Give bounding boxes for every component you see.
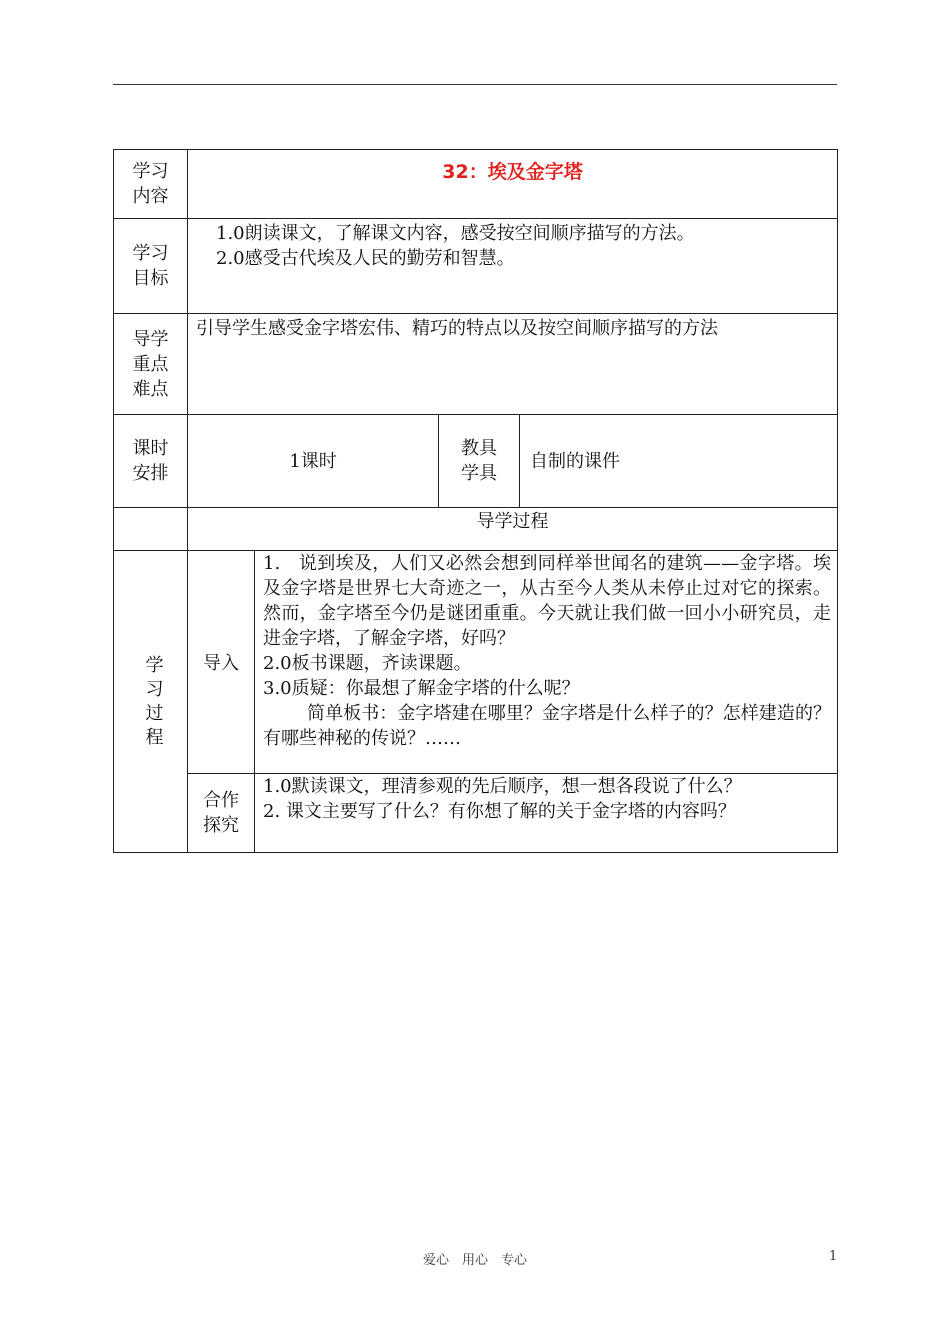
- time-label: [114, 415, 188, 508]
- goal-item-2: 2.0感受古代埃及人民的勤劳和智慧。: [216, 248, 515, 269]
- lesson-title: 32：埃及金字塔: [188, 150, 838, 219]
- process-label-char: 过: [145, 702, 164, 724]
- focus-label-line-3: 难点: [132, 378, 169, 400]
- coop-label: [188, 774, 255, 853]
- tools-label-line-1: 教具: [461, 438, 497, 459]
- lesson-plan-table: [113, 149, 838, 853]
- coop-label-line-2: 探究: [203, 815, 239, 836]
- process-label-char: 习: [145, 678, 164, 700]
- content-label-line-2: 内容: [132, 186, 169, 207]
- goal-item-1: 1.0朗读课文，了解课文内容，感受按空间顺序描写的方法。: [216, 223, 695, 244]
- coop-label-line-1: 合作: [203, 790, 239, 811]
- coop-item-2: 2. 课文主要写了什么？有你想了解的关于金字塔的内容吗？: [263, 801, 736, 822]
- content-row: [114, 150, 838, 219]
- coop-item-1: 1.0默读课文，理清参观的先后顺序，想一想各段说了什么？: [263, 776, 742, 797]
- time-value: 1课时: [188, 415, 439, 508]
- intro-step-2: 2.0板书课题，齐读课题。: [263, 653, 472, 674]
- page-number: 1: [829, 1249, 838, 1264]
- intro-content: [255, 551, 838, 774]
- time-label-line-1: 课时: [132, 438, 169, 459]
- focus-text: 引导学生感受金字塔宏伟、精巧的特点以及按空间顺序描写的方法: [188, 314, 838, 415]
- intro-label: 导入: [188, 551, 255, 774]
- intro-paragraph: 1. 说到埃及，人们又必然会想到同样举世闻名的建筑——金字塔。埃及金字塔是世界七大奇迹之一，从古至今人类从未停止过对它的探索。然而，金字塔至今仍是谜团重重。今天就让我们做一回小小研究员，走进金字塔，了解金字塔，好吗？: [263, 553, 832, 649]
- process-label: [114, 551, 188, 853]
- process-header-blank: [114, 508, 188, 551]
- intro-board-note: 简单板书：金字塔建在哪里？金字塔是什么样子的？怎样建造的？有哪些神秘的传说？……: [263, 703, 832, 749]
- intro-row: [114, 551, 838, 774]
- focus-label-line-2: 重点: [132, 353, 169, 375]
- goals-row: [114, 219, 838, 314]
- time-label-line-2: 安排: [132, 463, 169, 484]
- process-header-row: [114, 508, 838, 551]
- goals-label: [114, 219, 188, 314]
- coop-row: [114, 774, 838, 853]
- tools-value: 自制的课件: [520, 415, 838, 508]
- coop-content: [255, 774, 838, 853]
- focus-row: [114, 314, 838, 415]
- process-label-char: 学: [145, 654, 164, 676]
- goals-text: [188, 219, 838, 314]
- tools-label: [439, 415, 520, 508]
- header-rule: [113, 84, 837, 85]
- goals-label-line-2: 目标: [132, 268, 169, 289]
- process-label-char: 程: [145, 726, 164, 748]
- process-header: 导学过程: [188, 508, 838, 551]
- content-label-line-1: 学习: [132, 161, 169, 182]
- tools-label-line-2: 学具: [461, 463, 497, 484]
- focus-label-line-1: 导学: [132, 328, 169, 350]
- content-label: [114, 150, 188, 219]
- focus-label: [114, 314, 188, 415]
- intro-step-3: 3.0质疑：你最想了解金字塔的什么呢？: [263, 678, 580, 699]
- schedule-row: [114, 415, 838, 508]
- footer-motto: 爱心 用心 专心: [422, 1253, 527, 1268]
- goals-label-line-1: 学习: [132, 243, 169, 264]
